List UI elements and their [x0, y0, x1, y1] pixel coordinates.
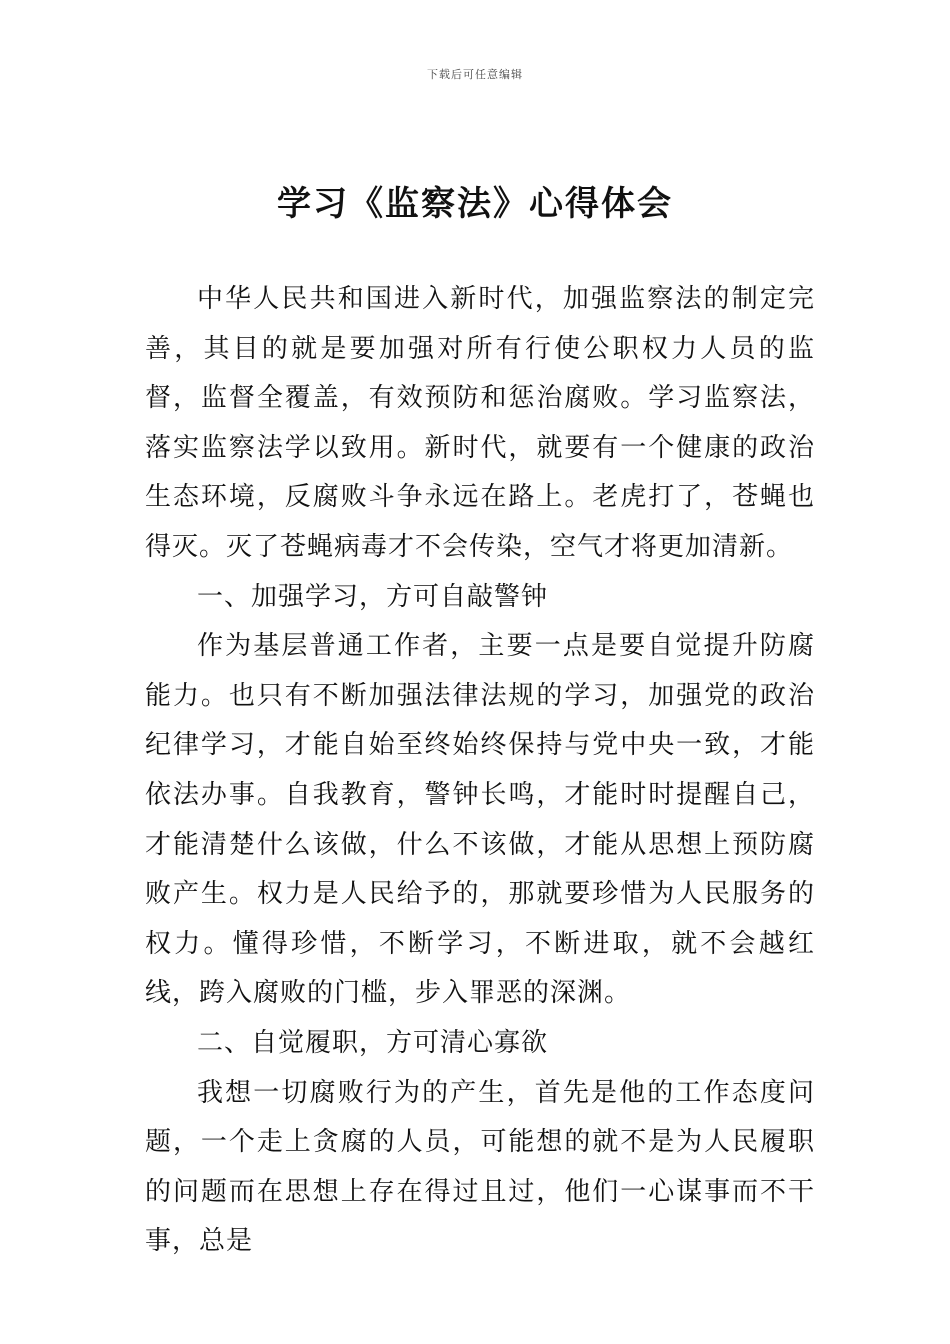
paragraph-section-2: 我想一切腐败行为的产生，首先是他的工作态度问题，一个走上贪腐的人员，可能想的就不是为人民履职的问题而在思想上存在得过且过，他们一心谋事而不干事，总是	[145, 1077, 815, 1257]
document-title: 学习《监察法》心得体会	[277, 184, 673, 224]
section-heading-1: 一、加强学习，方可自敲警钟	[197, 581, 549, 612]
paragraph-section-1: 作为基层普通工作者，主要一点是要自觉提升防腐能力。也只有不断加强法律法规的学习，加强党的政治纪律学习，才能自始至终始终保持与党中央一致，才能依法办事。自我教育，警钟长鸣，才能时时提醒自己，才能清楚什么该做，什么不该做，才能从思想上预防腐败产生。权力是人民给予的，那就要珍惜为人民服务的权力。懂得珍惜，不断学习，不断进取，就不会越红线，跨入腐败的门槛，步入罪恶的深渊。	[145, 631, 815, 1009]
section-heading-2: 二、自觉履职，方可清心寡欲	[197, 1027, 549, 1058]
document-body	[145, 275, 815, 1267]
header-note: 下载后可任意编辑	[427, 68, 523, 81]
paragraph-intro: 中华人民共和国进入新时代，加强监察法的制定完善，其目的就是要加强对所有行使公职权力人员的监督，监督全覆盖，有效预防和惩治腐败。学习监察法，落实监察法学以致用。新时代，就要有一个健康的政治生态环境，反腐败斗争永远在路上。老虎打了，苍蝇也得灭。灭了苍蝇病毒才不会传染，空气才将更加清新。	[145, 284, 815, 562]
